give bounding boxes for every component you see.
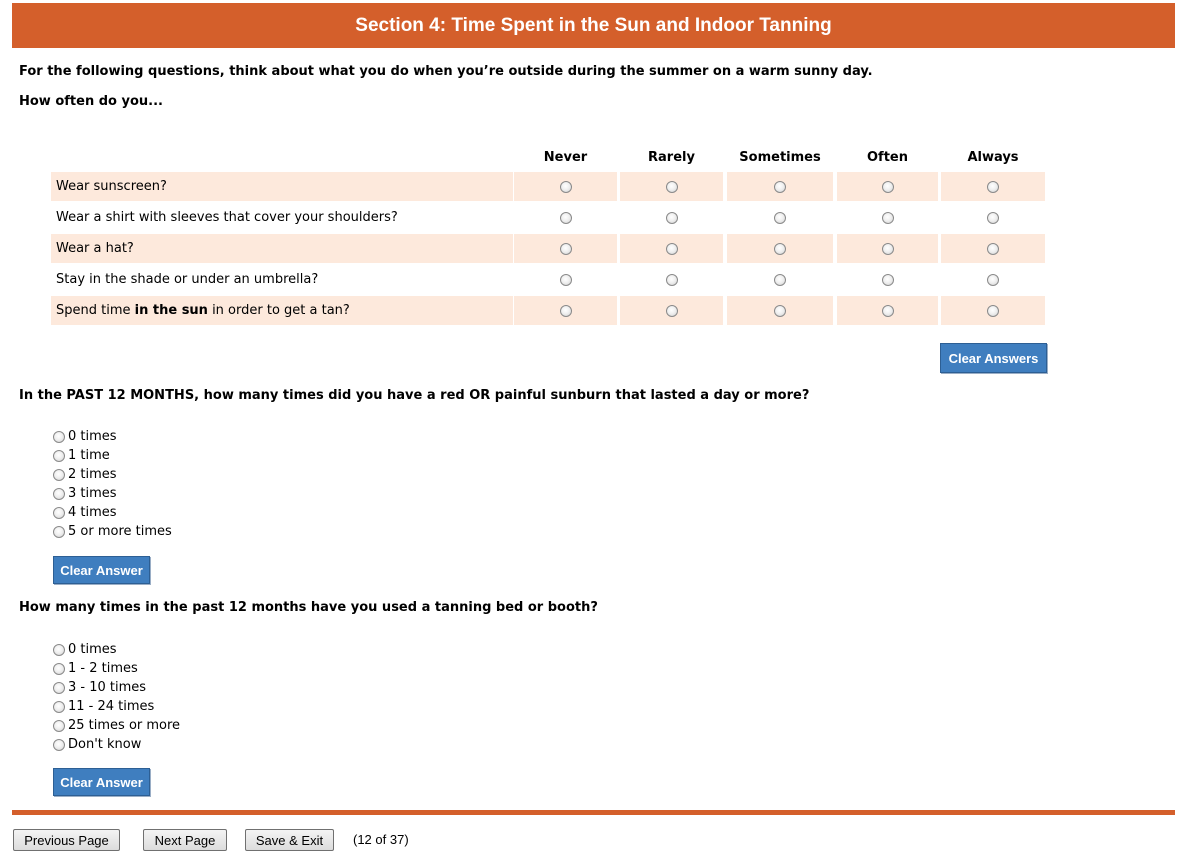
save-exit-button[interactable]: Save & Exit [245,829,334,851]
matrix-cell [620,234,723,263]
matrix-cell [727,203,833,232]
radio-option[interactable] [53,678,180,697]
radio-option-label[interactable]: 0 times [68,429,117,444]
matrix-cell [514,203,617,232]
matrix-cell [941,203,1045,232]
matrix-row-label [51,234,513,263]
radio-option-label[interactable]: 1 - 2 times [68,661,138,676]
radio-option-label[interactable]: 0 times [68,642,117,657]
radio-button[interactable] [53,488,65,500]
radio-option[interactable] [53,735,180,754]
page-counter: (12 of 37) [353,832,409,847]
radio-button[interactable] [53,701,65,713]
radio-button[interactable] [53,469,65,481]
matrix-radio-button[interactable] [560,212,572,224]
matrix-radio-button[interactable] [666,305,678,317]
matrix-radio-button[interactable] [666,243,678,255]
matrix-column-header: Rarely [648,150,695,165]
clear-sunburn-button[interactable]: Clear Answer [53,556,150,584]
matrix-radio-button[interactable] [560,274,572,286]
matrix-row-label [51,265,513,294]
radio-button[interactable] [53,526,65,538]
matrix-column-header: Sometimes [739,150,821,165]
matrix-radio-button[interactable] [882,305,894,317]
radio-option-label[interactable]: 2 times [68,467,117,482]
tanning-bed-options [53,640,180,754]
matrix-row-label [51,203,513,232]
matrix-row [51,265,1048,296]
matrix-row-label-pre: Wear a hat? [56,241,134,256]
radio-option-label[interactable]: 3 times [68,486,117,501]
matrix-cell [514,172,617,201]
matrix-header [51,150,1048,172]
section-header [12,3,1175,48]
matrix-radio-button[interactable] [666,274,678,286]
footer-divider [12,810,1175,815]
radio-button[interactable] [53,739,65,751]
matrix-radio-button[interactable] [560,243,572,255]
matrix-radio-button[interactable] [987,305,999,317]
matrix-radio-button[interactable] [882,181,894,193]
radio-button[interactable] [53,507,65,519]
matrix-cell [620,203,723,232]
matrix-cell [620,296,723,325]
matrix-cell [837,172,938,201]
previous-page-button[interactable]: Previous Page [13,829,120,851]
matrix-cell [941,172,1045,201]
matrix-radio-button[interactable] [882,274,894,286]
matrix-cell [727,172,833,201]
matrix-radio-button[interactable] [774,181,786,193]
matrix-radio-button[interactable] [882,212,894,224]
matrix-column-header: Always [967,150,1019,165]
radio-option[interactable] [53,446,172,465]
matrix-radio-button[interactable] [774,243,786,255]
matrix-row-label-pre: Stay in the shade or under an umbrella? [56,272,319,287]
radio-option[interactable] [53,427,172,446]
matrix-cell [727,265,833,294]
intro-text: For the following questions, think about what you do when you’re outside during the summer on a warm sunny day. [19,64,873,79]
matrix-row-label-pre: Spend time [56,303,135,318]
matrix-cell [514,265,617,294]
matrix-cell [941,265,1045,294]
radio-option[interactable] [53,484,172,503]
next-page-button[interactable]: Next Page [143,829,227,851]
matrix-radio-button[interactable] [987,243,999,255]
matrix-radio-button[interactable] [560,305,572,317]
radio-option[interactable] [53,522,172,541]
matrix-radio-button[interactable] [987,212,999,224]
radio-button[interactable] [53,682,65,694]
radio-button[interactable] [53,644,65,656]
radio-option-label[interactable]: 25 times or more [68,718,181,733]
radio-button[interactable] [53,450,65,462]
matrix-cell [837,296,938,325]
matrix-cell [514,234,617,263]
clear-tanning-button[interactable]: Clear Answer [53,768,150,796]
matrix-radio-button[interactable] [774,274,786,286]
matrix-cell [837,265,938,294]
matrix-cell [727,234,833,263]
matrix-row [51,234,1048,265]
how-often-prompt: How often do you... [19,94,163,109]
radio-option-label[interactable]: 3 - 10 times [68,680,147,695]
matrix-radio-button[interactable] [774,212,786,224]
matrix-column-header: Often [867,150,908,165]
matrix-radio-button[interactable] [666,212,678,224]
sunburn-options [53,427,172,541]
radio-button[interactable] [53,663,65,675]
sunburn-question: In the PAST 12 MONTHS, how many times did you have a red OR painful sunburn that lasted a day or more? [19,388,810,403]
matrix-cell [941,234,1045,263]
matrix-row-label-pre: Wear a shirt with sleeves that cover your shoulders? [56,210,398,225]
matrix-cell [941,296,1045,325]
matrix-radio-button[interactable] [987,274,999,286]
radio-option-label[interactable]: 5 or more times [68,524,172,539]
radio-button[interactable] [53,431,65,443]
matrix-radio-button[interactable] [774,305,786,317]
radio-option[interactable] [53,697,180,716]
matrix-row-label-post: in order to get a tan? [207,303,350,318]
radio-button[interactable] [53,720,65,732]
matrix-row [51,296,1048,327]
matrix-radio-button[interactable] [987,181,999,193]
matrix-radio-button[interactable] [560,181,572,193]
radio-option[interactable] [53,640,180,659]
matrix-row [51,203,1048,234]
clear-answers-button[interactable]: Clear Answers [940,343,1047,373]
matrix-cell [727,296,833,325]
matrix-radio-button[interactable] [882,243,894,255]
radio-option[interactable] [53,503,172,522]
matrix-cell [514,296,617,325]
radio-option[interactable] [53,716,180,735]
matrix-cell [837,234,938,263]
radio-option[interactable] [53,659,180,678]
radio-option[interactable] [53,465,172,484]
matrix-cell [620,265,723,294]
frequency-matrix [51,150,1048,327]
matrix-row-label-pre: Wear sunscreen? [56,179,167,194]
matrix-row-label [51,172,513,201]
matrix-row-label [51,296,513,325]
matrix-cell [837,203,938,232]
matrix-row-label-bold: in the sun [134,303,208,318]
matrix-radio-button[interactable] [666,181,678,193]
section-title: Section 4: Time Spent in the Sun and Indoor Tanning [355,14,832,36]
matrix-column-header: Never [543,150,588,165]
radio-option-label[interactable]: 4 times [68,505,117,520]
radio-option-label[interactable]: 1 time [68,448,110,463]
matrix-cell [620,172,723,201]
radio-option-label[interactable]: Don't know [68,737,142,752]
tanning-bed-question: How many times in the past 12 months have you used a tanning bed or booth? [19,600,598,615]
radio-option-label[interactable]: 11 - 24 times [68,699,155,714]
matrix-row [51,172,1048,203]
